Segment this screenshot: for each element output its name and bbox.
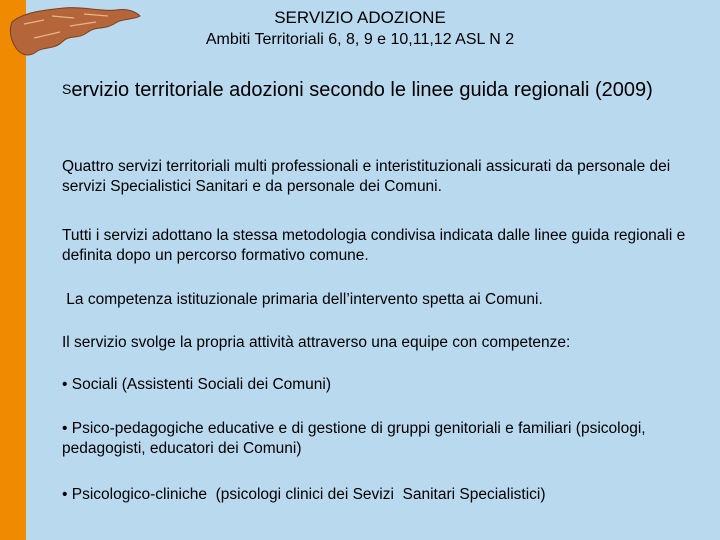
list-item-psicologico-cliniche: • Psicologico-cliniche (psicologi clinici dei Sevizi Sanitari Specialistici)	[62, 486, 546, 503]
title-subtitle: Ambiti Territoriali 6, 8, 9 e 10,11,12 ASL N 2	[205, 31, 515, 48]
paragraph-servizi: Quattro servizi territoriali multi professionali e interistituzionali assicurati da personale dei servizi Specialistici Sanitari e da personale dei Comuni.	[62, 158, 671, 195]
paragraph-equipe: Il servizio svolge la propria attività attraverso una equipe con competenze:	[62, 334, 571, 351]
list-item-psico-pedagogiche: • Psico-pedagogiche educative e di gestione di gruppi genitoriali e familiari (psicologi, pedagogisti, educatori dei Comuni)	[62, 420, 646, 457]
slide-title	[150, 8, 570, 50]
paragraph-metodologia: Tutti i servizi adottano la stessa metodologia condivisa indicata dalle linee guida regionali e definita dopo un percorso formativo comune.	[62, 227, 686, 264]
heading-text: ervizio territoriale adozioni secondo le linee guida regionali (2009)	[71, 79, 653, 101]
paragraph-competenza: La competenza istituzionale primaria dell’intervento spetta ai Comuni.	[62, 291, 543, 308]
section-heading	[62, 76, 682, 103]
region-map-icon	[4, 2, 144, 60]
heading-first-letter: S	[62, 81, 72, 97]
list-item-sociali: • Sociali (Assistenti Sociali dei Comuni)	[62, 376, 332, 393]
title-main: SERVIZIO ADOZIONE	[274, 8, 446, 27]
orange-side-bar	[0, 0, 26, 540]
